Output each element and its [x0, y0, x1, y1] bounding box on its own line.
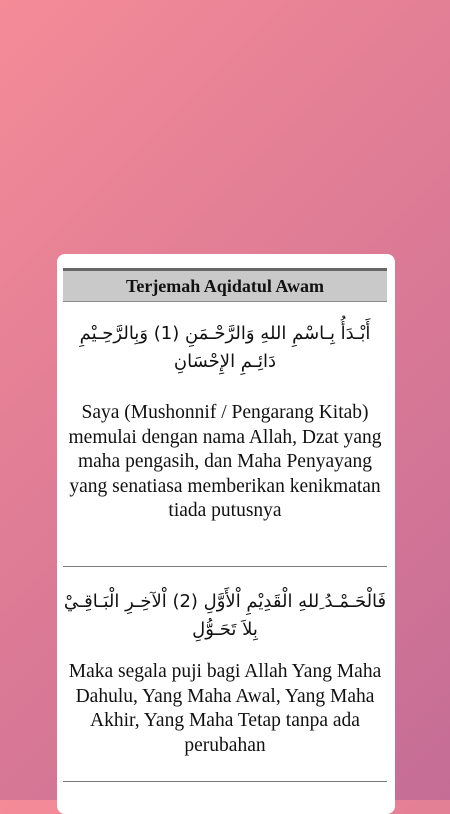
page-title: Terjemah Aqidatul Awam — [125, 275, 325, 296]
verse-2-arabic: فَالْحَـمْـدُ ِللهِ الْقَدِيْمِ اْلأَوَّلِ (2) اْلآخِـرِ الْبَـاقِـيْ بِلاَ تَحَـوُّلِ — [63, 591, 387, 640]
verse-1-arabic: أَبْـدَأُ بِـاسْمِ اللهِ وَالرَّحْـمَنِ (1) وَبِالرَّحِـيْمِ دَائِـمِ الإِحْسَانِ — [79, 323, 371, 372]
verse-2-translation: Maka segala puji bagi Allah Yang Maha Dahulu, Yang Maha Awal, Yang Maha Akhir, Yang Maha Tetap tanpa ada perubahan — [68, 661, 382, 756]
divider — [63, 781, 387, 782]
content-card — [57, 254, 395, 814]
divider — [63, 566, 387, 567]
title-bar — [63, 268, 387, 302]
verse-1-translation: Saya (Mushonnif / Pengarang Kitab) memulai dengan nama Allah, Dzat yang maha pengasih, dan Maha Penyayang yang senatiasa memberikan kenikmatan tiada putusnya — [68, 402, 382, 521]
